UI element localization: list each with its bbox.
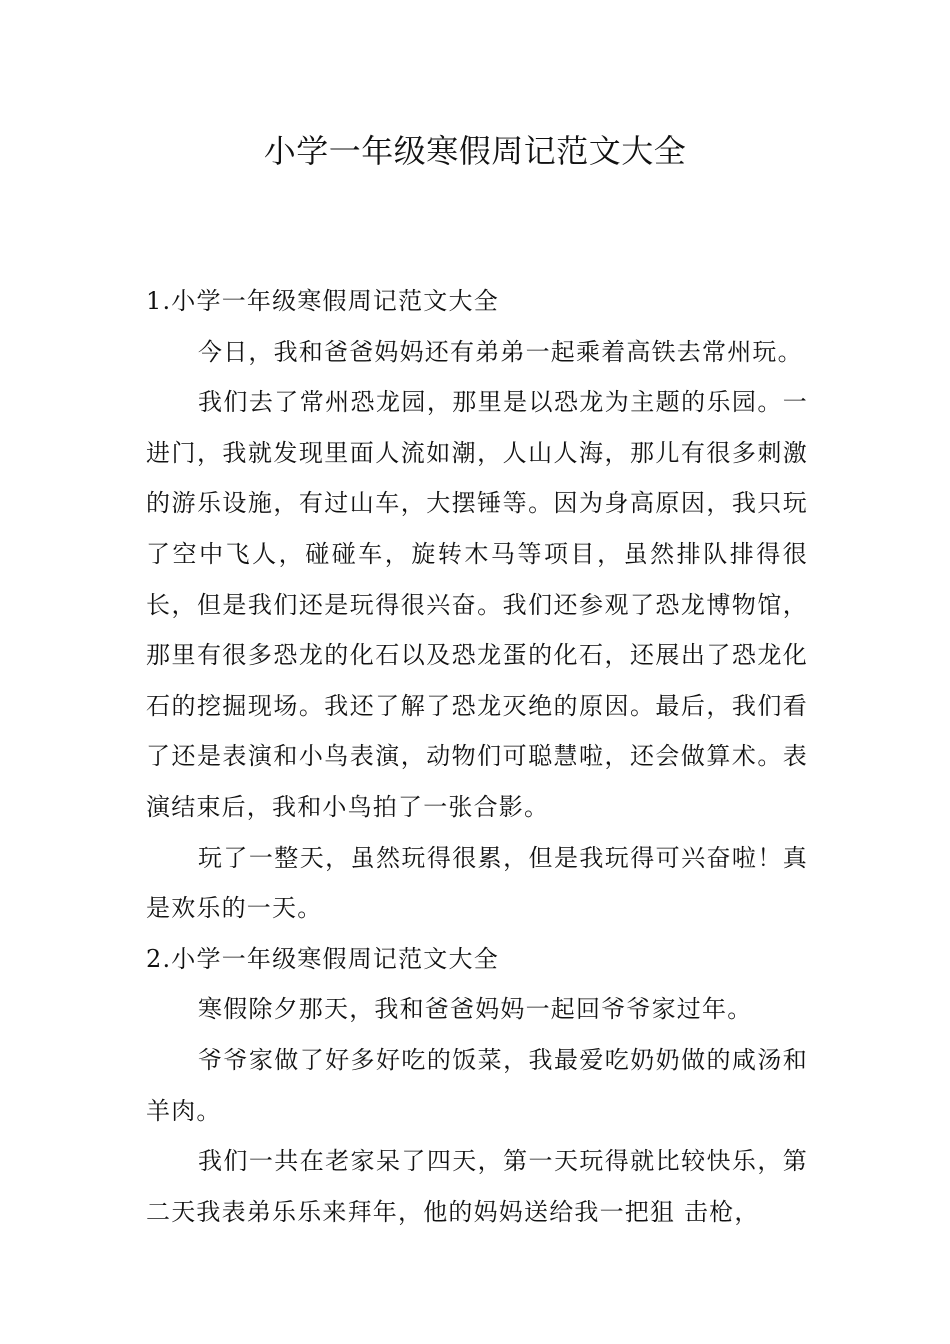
paragraph: 我们一共在老家呆了四天，第一天玩得就比较快乐，第二天我表弟乐乐来拜年，他的妈妈送给我一把狙 击枪， — [146, 1147, 808, 1226]
paragraph: 寒假除夕那天，我和爸爸妈妈一起回爷爷家过年。 — [198, 995, 753, 1024]
section-heading: 2.小学一年级寒假周记范文大全 — [146, 944, 499, 973]
document-title: 小学一年级寒假周记范文大全 — [263, 132, 687, 170]
section-heading: 1.小学一年级寒假周记范文大全 — [146, 287, 499, 315]
paragraph: 爷爷家做了好多好吃的饭菜，我最爱吃奶奶做的咸汤和羊肉。 — [146, 1045, 808, 1125]
paragraph: 今日，我和爸爸妈妈还有弟弟一起乘着高铁去常州玩。 — [198, 337, 803, 366]
paragraph: 我们去了常州恐龙园，那里是以恐龙为主题的乐园。一进门，我就发现里面人流如潮，人山人海，那儿有很多刺激的游乐设施，有过山车，大摆锤等。因为身高原因，我只玩了空中飞人，碰碰车，旋转木马等项目，虽然排队排得很长，但是我们还是玩得很兴奋。我们还参观了恐龙博物馆，那里有很多恐龙的化石以及恐龙蛋的化石，还展出了恐龙化石的挖掘现场。我还了解了恐龙灭绝的原因。最后，我们看了还是表演和小鸟表演，动物们可聪慧啦，还会做算术。表演结束后，我和小鸟拍了一张合影。 — [146, 388, 808, 821]
document-body — [146, 276, 808, 1237]
paragraph: 玩了一整天，虽然玩得很累，但是我玩得可兴奋啦！真是欢乐的一天。 — [146, 843, 808, 923]
